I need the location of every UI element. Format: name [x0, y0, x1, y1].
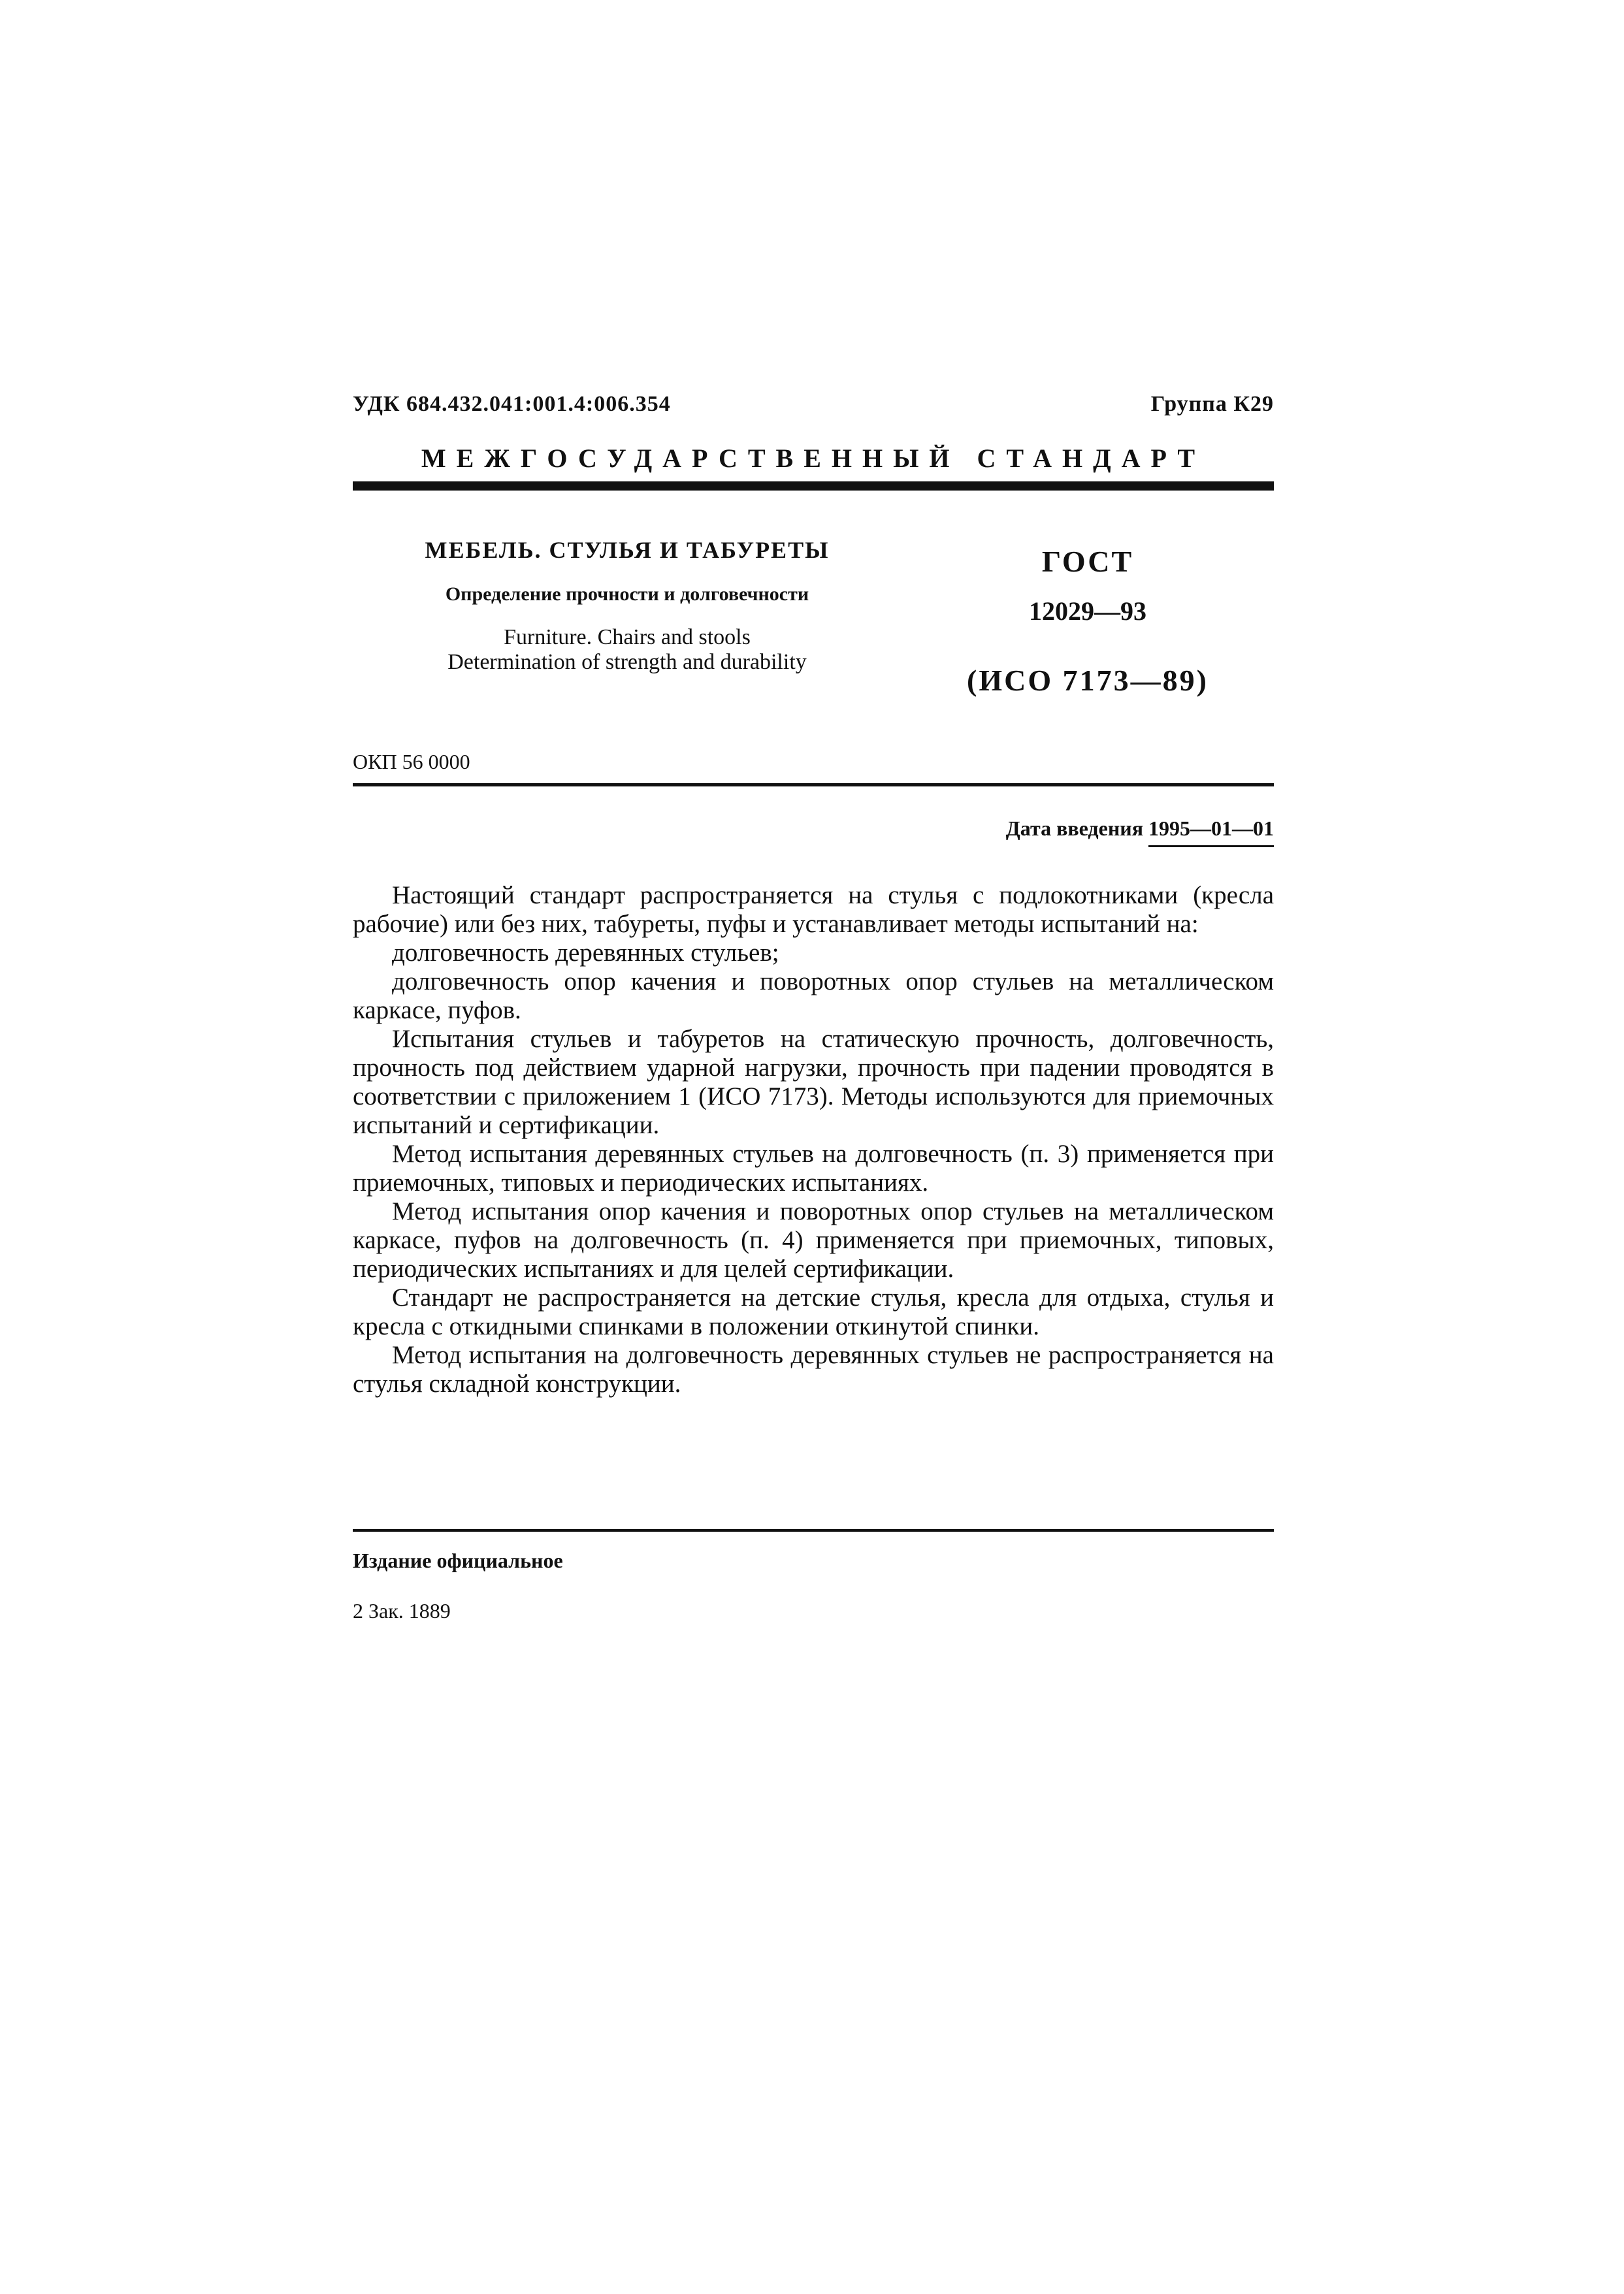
- paragraph: Стандарт не распространяется на детские стулья, кресла для отдыха, стулья и кресла с откидными спинками в положении откинутой спинки.: [353, 1284, 1274, 1340]
- english-title: [353, 625, 901, 675]
- date-value: 1995—01—01: [1148, 816, 1274, 847]
- introduction-date: [1006, 816, 1274, 841]
- banner-rule: [353, 481, 1274, 491]
- date-label: Дата введения: [1005, 816, 1143, 840]
- paragraph: Метод испытания на долговечность деревянных стульев не распространяется на стулья складной конструкции.: [353, 1341, 1274, 1398]
- paragraph: долговечность опор качения и поворотных опор стульев на металлическом каркасе, пуфов.: [353, 967, 1274, 1024]
- iso-number: (ИСО 7173—89): [967, 664, 1209, 697]
- english-title-line-1: Furniture. Chairs and stools: [504, 625, 751, 649]
- group-code: Группа К29: [1150, 392, 1274, 416]
- gost-number: 12029—93: [1029, 596, 1146, 626]
- designation-block: [901, 536, 1274, 698]
- paragraph: Метод испытания деревянных стульев на долговечность (п. 3) применяется при приемочных, типовых и периодических испытаниях.: [353, 1140, 1274, 1197]
- title-block: [353, 536, 1274, 698]
- okp-rule: [353, 783, 1274, 786]
- paragraph: Настоящий стандарт распространяется на стулья с подлокотниками (кресла рабочие) или без них, табуреты, пуфы и устанавливает методы испытаний на:: [353, 881, 1274, 938]
- okp-code: ОКП 56 0000: [353, 750, 470, 773]
- footer-rule: [353, 1529, 1274, 1532]
- document-page: [353, 392, 1274, 1623]
- standard-banner: МЕЖГОСУДАРСТВЕННЫЙ СТАНДАРТ: [421, 444, 1206, 473]
- header-row: [353, 392, 1274, 417]
- edition-label: Издание официальное: [353, 1549, 563, 1572]
- udk-code: УДК 684.432.041:001.4:006.354: [353, 392, 671, 416]
- body-text: [353, 881, 1274, 1398]
- title-left: [353, 536, 901, 698]
- document-subtitle: Определение прочности и долговечности: [445, 583, 809, 605]
- english-title-line-2: Determination of strength and durability: [447, 650, 807, 674]
- paragraph: Метод испытания опор качения и поворотных опор стульев на металлическом каркасе, пуфов на долговечность (п. 4) применяется при приемочных, типовых, периодических испытаниях и для целей сертификации.: [353, 1197, 1274, 1283]
- gost-label: ГОСТ: [1041, 545, 1134, 578]
- paragraph: Испытания стульев и табуретов на статическую прочность, долговечность, прочность под действием ударной нагрузки, прочность при падении проводятся в соответствии с приложением 1 (ИСО 7173). Методы используются для приемочных испытаний и сертификации.: [353, 1025, 1274, 1139]
- order-number: 2 Зак. 1889: [353, 1599, 451, 1623]
- date-row: [353, 816, 1274, 841]
- paragraph: долговечность деревянных стульев;: [392, 939, 779, 967]
- document-title: МЕБЕЛЬ. СТУЛЬЯ И ТАБУРЕТЫ: [425, 537, 830, 563]
